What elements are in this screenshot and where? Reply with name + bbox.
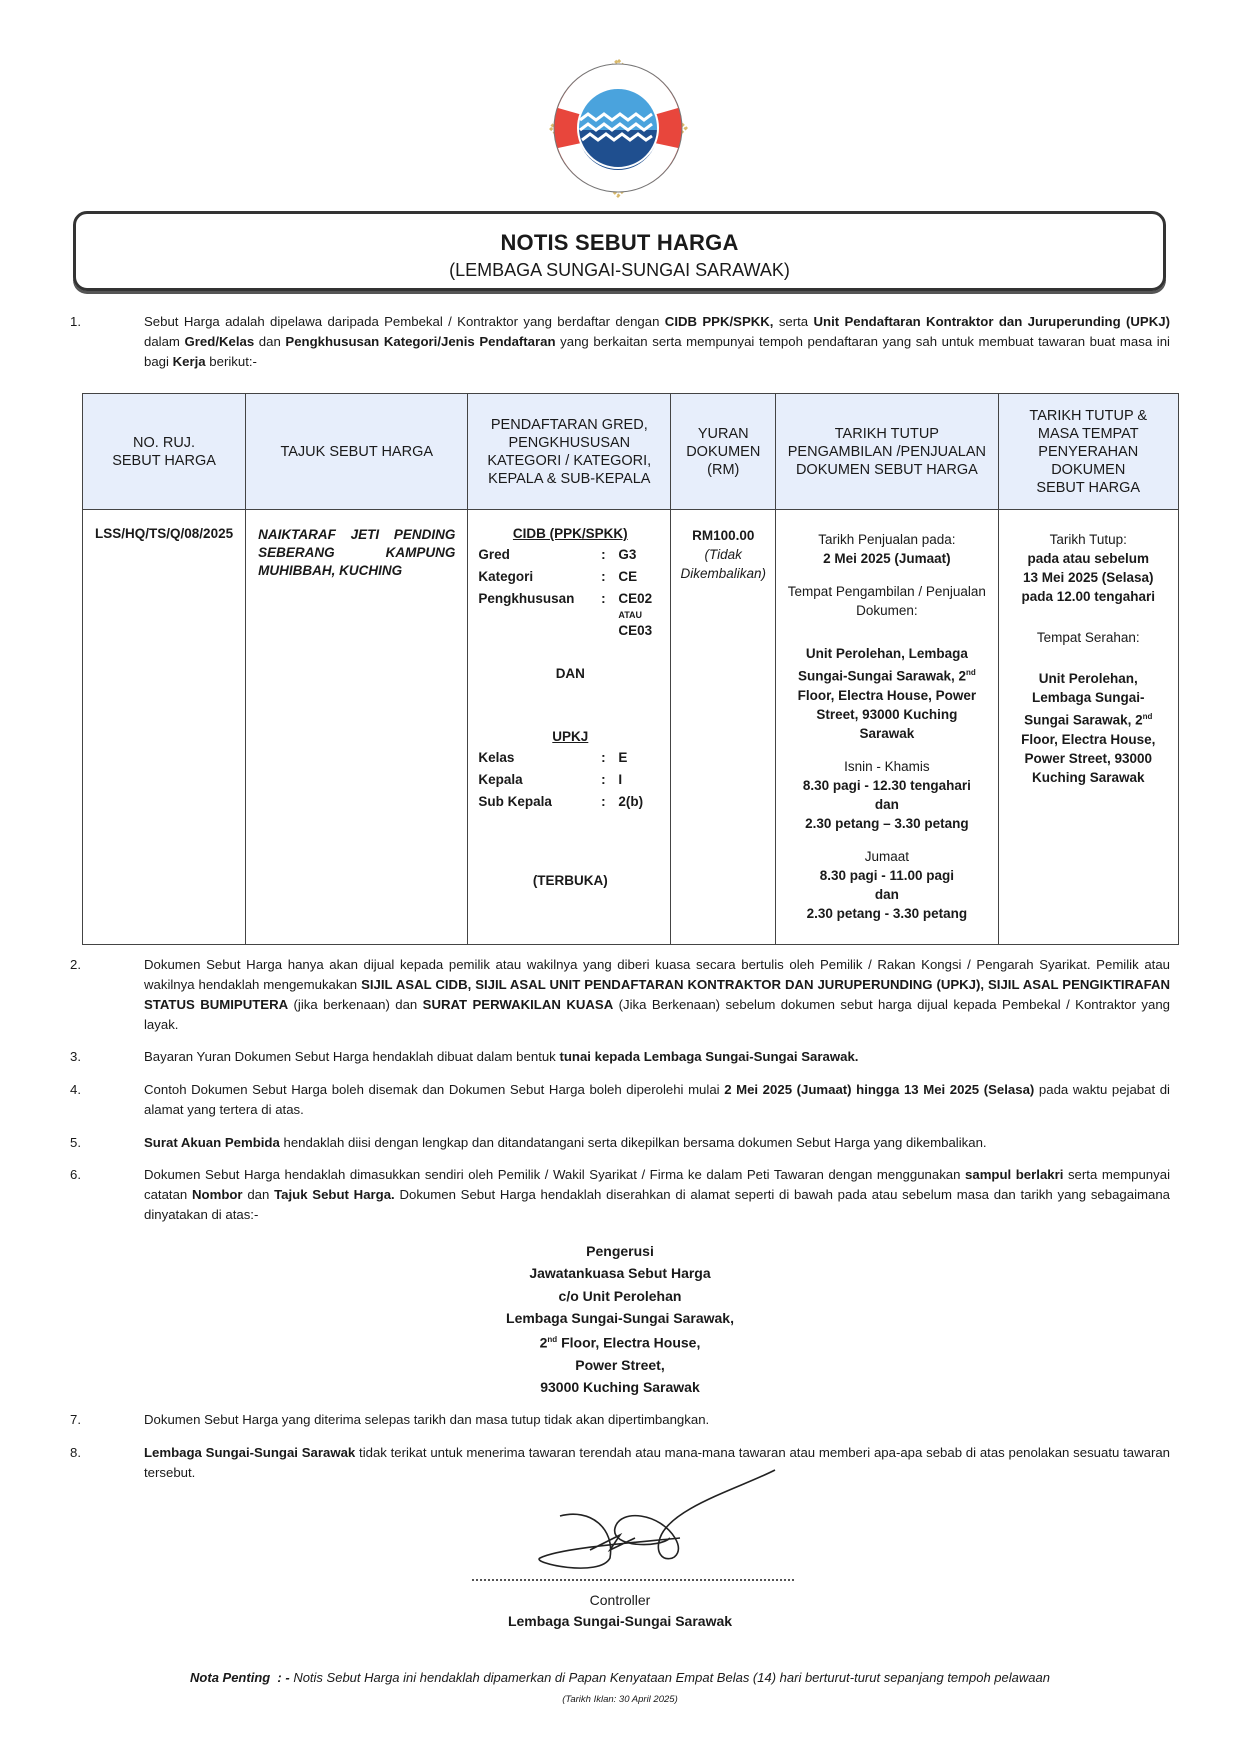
paragraph-2	[70, 955, 1170, 1035]
fee-cell	[671, 510, 776, 945]
signatory-role: Controller	[589, 1592, 651, 1608]
cidb-alt-value: CE03	[618, 623, 653, 638]
cidb-heading: CIDB (PPK/SPKK)	[512, 526, 628, 541]
terbuka-label: (TERBUKA)	[532, 873, 608, 888]
address-line: 2nd Floor, Electra House,	[539, 1334, 701, 1351]
upkj-value: 2(b)	[618, 794, 644, 809]
friday-time-1: 8.30 pagi - 11.00 pagi	[819, 867, 955, 883]
column-header-closing: TARIKH TUTUP & MASA TEMPAT PENYERAHAN DOKUMEN SEBUT HARGA	[998, 394, 1179, 510]
address-line: Power Street,	[575, 1357, 665, 1374]
atau-label: ATAU	[618, 610, 643, 620]
upkj-label: Sub Kepala	[478, 794, 552, 809]
fee-note: (Tidak Dikembalikan)	[680, 547, 767, 581]
paragraph-text: Bayaran Yuran Dokumen Sebut Harga hendaklah dibuat dalam bentuk tunai kepada Lembaga Sungai-Sungai Sarawak.	[144, 1049, 859, 1064]
fee-amount: RM100.00	[692, 528, 755, 543]
paragraph-number: 8.	[70, 1445, 81, 1460]
title-box	[73, 211, 1166, 291]
cidb-label: Gred	[478, 547, 510, 562]
paragraph-text: Surat Akuan Pembida hendaklah diisi dengan lengkap dan ditandatangani serta dikepilkan bersama dokumen Sebut Harga yang dikembalikan.	[144, 1135, 987, 1150]
page-subtitle: (LEMBAGA SUNGAI-SUNGAI SARAWAK)	[449, 260, 790, 280]
paragraph-5	[70, 1133, 1170, 1153]
paragraph-text: Lembaga Sungai-Sungai Sarawak tidak terikat untuk menerima tawaran terendah atau mana-mana tawaran atau memberi apa-apa sebab di atas penolakan sesuatu tawaran tersebut.	[144, 1445, 1171, 1480]
upkj-value: I	[618, 772, 623, 787]
weekday-and: dan	[874, 796, 899, 812]
paragraph-number: 6.	[70, 1167, 81, 1182]
address-line: c/o Unit Perolehan	[558, 1287, 682, 1304]
column-header-ref-no: NO. RUJ. SEBUT HARGA	[83, 394, 246, 510]
address-line: Pengerusi	[586, 1243, 654, 1259]
paragraph-1	[70, 312, 1170, 372]
paragraph-6	[70, 1165, 1170, 1225]
paragraph-text: Sebut Harga adalah dipelawa daripada Pembekal / Kontraktor yang berdaftar dengan CIDB PPK/SPKK, serta Unit Pendaftaran Kontraktor dan Juruperunding (UPKJ) dalam Gred/Kelas dan Pengkhususan Kategori/Jenis Pendaftaran yang berkaitan serta mempunyai tempoh pendaftaran yang sah untuk membuat tawaran buat masa ini bagi Kerja berikut:-	[144, 314, 1170, 369]
paragraph-4	[70, 1080, 1170, 1120]
paragraph-number: 2.	[70, 957, 81, 972]
note-label: Nota Penting	[190, 1670, 271, 1685]
weekday-time-1: 8.30 pagi - 12.30 tengahari	[802, 777, 971, 793]
sale-place: Unit Perolehan, Lembaga Sungai-Sungai Sarawak, 2nd Floor, Electra House, Power Street, 93000 Kuching Sarawak	[797, 646, 977, 741]
page-title: NOTIS SEBUT HARGA	[500, 230, 739, 255]
sale-cell	[776, 510, 998, 945]
upkj-list: Kelas : E Kepala : I Sub Kepala : 2(b)	[478, 747, 662, 813]
upkj-value: E	[618, 750, 628, 765]
weekday-time-2: 2.30 petang – 3.30 petang	[805, 815, 969, 831]
signatory-block	[420, 1590, 820, 1632]
submission-place-label: Tempat Serahan:	[1036, 630, 1140, 645]
column-header-fee: YURAN DOKUMEN (RM)	[671, 394, 776, 510]
address-line: 93000 Kuching Sarawak	[540, 1379, 700, 1396]
table-row	[83, 510, 1179, 945]
lss-logo	[540, 50, 696, 206]
cidb-label: Kategori	[478, 569, 534, 584]
sale-place-label: Tempat Pengambilan / Penjualan Dokumen:	[787, 584, 986, 618]
submission-address	[420, 1240, 820, 1399]
friday-label: Jumaat	[864, 848, 910, 864]
cidb-value: CE	[618, 569, 638, 584]
closing-line-1: pada atau sebelum	[1027, 551, 1150, 566]
paragraph-number: 1.	[70, 314, 81, 329]
paragraph-text: Contoh Dokumen Sebut Harga boleh disemak dan Dokumen Sebut Harga boleh diperolehi mulai 2 Mei 2025 (Jumaat) hingga 13 Mei 2025 (Selasa) pada waktu pejabat di alamat yang tertera di atas.	[144, 1082, 1170, 1117]
title-cell	[246, 510, 468, 945]
address-line: Jawatankuasa Sebut Harga	[529, 1265, 711, 1282]
paragraph-3	[70, 1047, 1170, 1067]
closing-label: Tarikh Tutup:	[1049, 532, 1127, 547]
column-header-registration: PENDAFTARAN GRED, PENGKHUSUSAN KATEGORI / KATEGORI, KEPALA & SUB-KEPALA	[468, 394, 671, 510]
paragraph-7	[70, 1410, 1170, 1430]
quotation-table	[82, 393, 1179, 945]
note-text: Notis Sebut Harga ini hendaklah dipamerkan di Papan Kenyataan Empat Belas (14) hari berturut-turut sepanjang tempoh pelawaan	[293, 1670, 1050, 1685]
paragraph-number: 7.	[70, 1412, 81, 1427]
signatory-org: Lembaga Sungai-Sungai Sarawak	[507, 1613, 733, 1629]
closing-cell	[998, 510, 1179, 945]
friday-time-2: 2.30 petang - 3.30 petang	[806, 905, 968, 921]
paragraph-number: 3.	[70, 1049, 81, 1064]
advert-date: (Tarikh Iklan: 30 April 2025)	[562, 1694, 678, 1705]
closing-line-2: 13 Mei 2025 (Selasa)	[1022, 570, 1154, 585]
signature-line	[472, 1579, 794, 1581]
registration-cell	[468, 510, 671, 945]
important-note: Nota Penting : - Notis Sebut Harga ini hendaklah dipamerkan di Papan Kenyataan Empat Belas (14) hari berturut-turut sepanjang tempoh pelawaan	[190, 1670, 1050, 1685]
paragraph-text: Dokumen Sebut Harga hanya akan dijual kepada pemilik atau wakilnya yang diberi kuasa secara bertulis oleh Pemilik / Rakan Kongsi / Pengarah Syarikat. Pemilik atau wakilnya hendaklah mengemukakan SIJIL ASAL CIDB, SIJIL ASAL UNIT PENDAFTARAN KONTRAKTOR DAN JURUPERUNDING (UPKJ), SIJIL ASAL PENGIKTIRAFAN STATUS BUMIPUTERA (jika berkenaan) dan SURAT PERWAKILAN KUASA (Jika Berkenaan) sebelum dokumen sebut harga dijual kepada Pembekal / Kontraktor yang layak.	[144, 957, 1171, 1032]
sale-date: 2 Mei 2025 (Jumaat)	[823, 551, 951, 566]
upkj-heading: UPKJ	[552, 729, 589, 744]
upkj-label: Kelas	[478, 750, 515, 765]
closing-line-3: pada 12.00 tengahari	[1021, 589, 1156, 604]
cidb-value: CE02	[618, 591, 653, 606]
paragraph-text: Dokumen Sebut Harga hendaklah dimasukkan sendiri oleh Pemilik / Wakil Syarikat / Firma ke dalam Peti Tawaran dengan menggunakan sampul berlakri serta mempunyai catatan Nombor dan Tajuk Sebut Harga. Dokumen Sebut Harga hendaklah diserahkan di alamat seperti di bawah pada atau sebelum masa dan tarikh yang sebagaimana dinyatakan di atas:-	[144, 1167, 1171, 1222]
address-line: Lembaga Sungai-Sungai Sarawak,	[506, 1309, 734, 1326]
signature-scribble	[520, 1468, 820, 1578]
cidb-label: Pengkhususan	[478, 591, 575, 606]
column-header-sale-date: TARIKH TUTUP PENGAMBILAN /PENJUALAN DOKUMEN SEBUT HARGA	[776, 394, 998, 510]
sale-date-label: Tarikh Penjualan pada:	[818, 532, 956, 547]
cidb-list: Gred : G3 Kategori : CE Pengkhususan : CE02 ATAU CE03	[478, 544, 662, 642]
column-header-title: TAJUK SEBUT HARGA	[246, 394, 468, 510]
weekday-label: Isnin - Khamis	[844, 758, 930, 774]
cidb-value: G3	[618, 547, 637, 562]
ref-no-cell	[83, 510, 246, 945]
upkj-label: Kepala	[478, 772, 523, 787]
paragraph-text: Dokumen Sebut Harga yang diterima selepas tarikh dan masa tutup tidak akan dipertimbangkan.	[144, 1412, 710, 1427]
table-header-row	[83, 394, 1179, 510]
friday-and: dan	[874, 886, 899, 902]
paragraph-number: 4.	[70, 1082, 81, 1097]
ref-no: LSS/HQ/TS/Q/08/2025	[95, 526, 234, 541]
quotation-title: NAIKTARAF JETI PENDING SEBERANG KAMPUNG MUHIBBAH, KUCHING	[258, 527, 456, 578]
paragraph-number: 5.	[70, 1135, 81, 1150]
submission-place: Unit Perolehan, Lembaga Sungai-Sungai Sarawak, 2nd Floor, Electra House, Power Street, 93000 Kuching Sarawak	[1021, 671, 1156, 785]
dan-label: DAN	[555, 666, 585, 681]
